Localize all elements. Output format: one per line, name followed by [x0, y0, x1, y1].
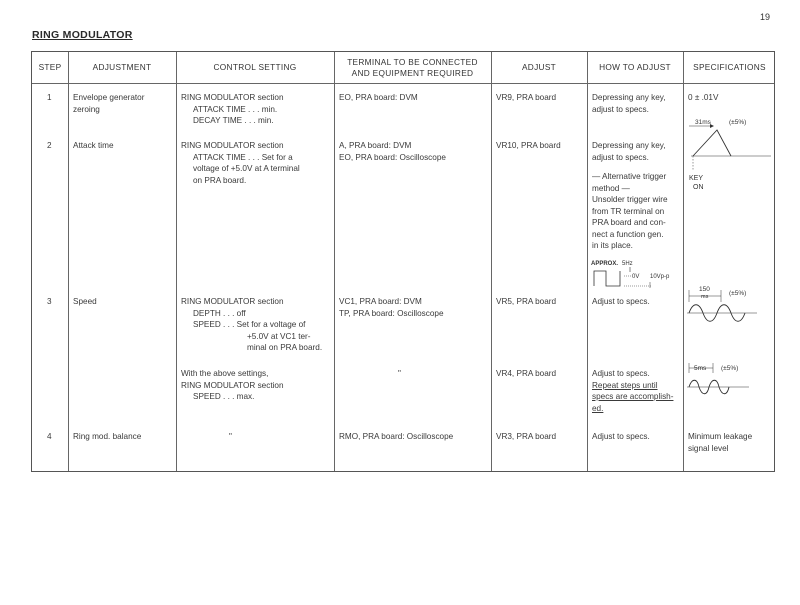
attack-time-value: 31ms [695, 119, 711, 126]
terminal-line: TP, PRA board: Oscilloscope [339, 308, 444, 318]
how-line: — Alternative trigger [592, 172, 667, 181]
speed-time-unit: ms [701, 294, 709, 300]
how-line: in its place. [592, 241, 633, 250]
control-line: DEPTH . . . off [193, 308, 246, 318]
how-line: nect a function gen. [592, 229, 664, 239]
adjust-text: VR9, PRA board [496, 93, 557, 102]
speed-max-time-value: 5ms [694, 365, 707, 372]
how-line: Adjust to specs. [592, 369, 650, 378]
adjustment-table [31, 51, 775, 472]
terminal-text: RMO, PRA board: Oscilloscope [339, 432, 454, 441]
speed-time-value: 150 [699, 286, 710, 293]
page-number: 19 [760, 12, 771, 22]
header-specifications: SPECIFICATIONS [693, 62, 766, 72]
how-line: adjust to specs. [592, 104, 649, 114]
control-line: SPEED . . . max. [193, 392, 255, 401]
control-setting-text [181, 140, 300, 186]
zero-volt-label: 0V [632, 274, 640, 280]
frequency-label: 5Hz [622, 261, 633, 267]
terminal-line: EO, PRA board: Oscilloscope [339, 152, 446, 162]
adjust-text: VR5, PRA board [496, 297, 557, 306]
step-number: 4 [47, 432, 52, 441]
adjust-text: VR3, PRA board [496, 432, 557, 441]
column-divider [587, 52, 588, 471]
control-setting-text [181, 368, 284, 403]
control-line: SPEED . . . Set for a voltage of [193, 320, 306, 329]
how-to-adjust-text: Adjust to specs. [592, 432, 650, 441]
column-divider [68, 52, 69, 471]
speed-tolerance: (±5%) [729, 290, 747, 297]
spec-text: 0 ± .01V [688, 93, 719, 102]
control-line: DECAY TIME . . . min. [193, 116, 274, 125]
terminal-ditto: " [398, 369, 401, 378]
how-line: Repeat steps until [592, 380, 658, 390]
header-how-to-adjust: HOW TO ADJUST [599, 62, 671, 72]
adjust-text: VR4, PRA board [496, 369, 557, 378]
section-title: RING MODULATOR [32, 29, 133, 41]
control-line: ATTACK TIME . . . Set for a [193, 152, 293, 162]
speed-max-tolerance: (±5%) [721, 365, 739, 372]
control-line: +5.0V at VC1 ter- [247, 331, 311, 341]
control-ditto: " [229, 432, 232, 441]
control-line: minal on PRA board. [247, 343, 323, 352]
control-setting-text [181, 296, 322, 354]
approx-label: APPROX. [591, 261, 619, 267]
header-control-setting: CONTROL SETTING [213, 62, 297, 72]
how-line: Depressing any key, [592, 141, 666, 150]
how-to-adjust-text: Adjust to specs. [592, 297, 650, 306]
control-line: RING MODULATOR section [181, 141, 284, 150]
how-line: PRA board and con- [592, 218, 666, 227]
spec-line: signal level [688, 443, 729, 453]
header-adjustment: ADJUSTMENT [92, 62, 152, 72]
how-line: ed. [592, 403, 604, 413]
terminal-line: VC1, PRA board: DVM [339, 297, 422, 306]
header-terminal-line2: AND EQUIPMENT REQUIRED [351, 67, 474, 78]
control-line: on PRA board. [193, 175, 247, 185]
control-line: ATTACK TIME . . . min. [193, 104, 278, 114]
header-step: STEP [38, 62, 62, 72]
control-line: voltage of +5.0V at A terminal [193, 164, 300, 173]
terminal-text [339, 140, 446, 163]
attack-time-tolerance: (±5%) [729, 119, 747, 126]
control-line: RING MODULATOR section [181, 380, 284, 390]
attack-time-figure [685, 114, 775, 202]
spec-line: Minimum leakage [688, 432, 753, 441]
on-label: ON [693, 184, 704, 191]
column-divider [334, 52, 335, 471]
how-to-adjust-text [592, 368, 673, 414]
key-label: KEY [689, 175, 704, 182]
control-line: RING MODULATOR section [181, 93, 284, 102]
spec-text [688, 431, 752, 454]
square-wave-figure [590, 258, 684, 292]
header-terminal [334, 52, 491, 83]
how-line: specs are accomplish- [592, 392, 674, 401]
how-line: Depressing any key, [592, 93, 666, 102]
terminal-text: EO, PRA board: DVM [339, 93, 418, 102]
adjustment-text: Ring mod. balance [73, 432, 142, 441]
how-line: method — [592, 183, 630, 193]
column-divider [176, 52, 177, 471]
step-number: 1 [47, 93, 52, 102]
speed-max-sine-figure [685, 360, 775, 404]
speed-sine-figure [685, 282, 775, 330]
adjustment-text: Speed [73, 297, 97, 306]
how-to-adjust-text [592, 92, 666, 115]
terminal-line: A, PRA board: DVM [339, 141, 412, 150]
control-line: RING MODULATOR section [181, 297, 284, 306]
adjust-text: VR10, PRA board [496, 141, 561, 150]
header-terminal-line1: TERMINAL TO BE CONNECTED [347, 56, 478, 67]
column-divider [491, 52, 492, 471]
step-number: 3 [47, 297, 52, 306]
how-line: from TR terminal on [592, 206, 665, 216]
header-adjust: ADJUST [521, 62, 557, 72]
control-line: With the above settings, [181, 369, 269, 378]
adjustment-text [73, 92, 144, 115]
how-line: adjust to specs. [592, 152, 649, 162]
step-number: 2 [47, 141, 52, 150]
adjustment-line: zeroing [73, 104, 100, 114]
control-setting-text [181, 92, 284, 127]
how-line: Unsolder trigger wire [592, 195, 668, 204]
vpp-label: 10Vp-p [650, 274, 670, 280]
adjustment-text: Attack time [73, 141, 114, 150]
adjustment-line: Envelope generator [73, 93, 145, 102]
terminal-text [339, 296, 444, 319]
header-divider [32, 83, 774, 84]
how-to-adjust-text [592, 140, 668, 252]
